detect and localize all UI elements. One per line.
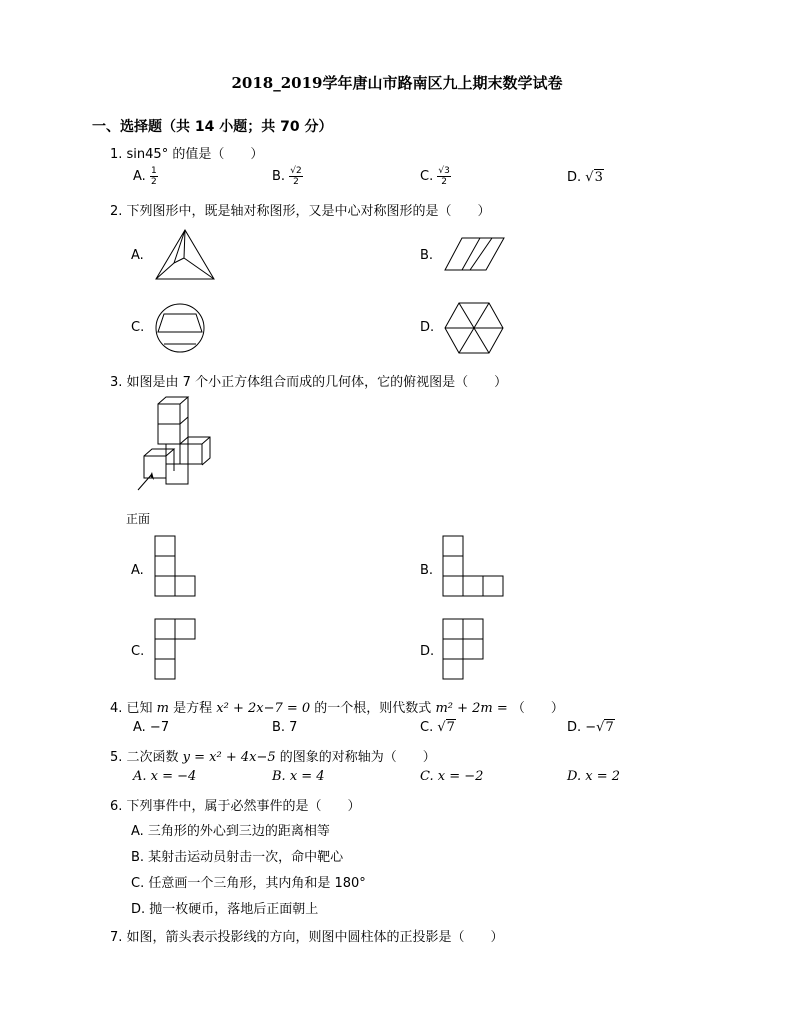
q1-a-denominator: 2 xyxy=(150,177,157,187)
q4-option-d[interactable] xyxy=(567,720,615,735)
q3-option-d-label[interactable]: D. xyxy=(420,644,435,659)
q1-option-c[interactable] xyxy=(420,166,451,187)
q4-expression: m² + 2m = xyxy=(435,701,508,716)
q1-option-c-fraction xyxy=(437,166,450,187)
q6-option-d[interactable]: D. 抛一枚硬币，落地后正面朝上 xyxy=(131,902,319,917)
q3-option-a-label[interactable]: A. xyxy=(131,563,144,578)
q3-view-d xyxy=(442,618,488,682)
q4-c-sqrt: √7 xyxy=(437,720,455,735)
q3-view-a xyxy=(154,535,198,599)
q6-option-b[interactable]: B. 某射击运动员射击一次，命中靶心 xyxy=(131,850,344,865)
q5-stem-part-2: 的图象的对称轴为（ ） xyxy=(275,750,436,765)
q4-equation: x² + 2x−7 = 0 xyxy=(216,701,311,716)
q5-option-c[interactable]: C. x = −2 xyxy=(420,769,484,784)
q1-d-radicand: 3 xyxy=(594,170,603,185)
q4-stem-part-4: （ ） xyxy=(507,701,564,716)
q1-option-b[interactable] xyxy=(272,166,303,187)
q1-option-a-fraction xyxy=(150,166,158,187)
q1-option-d-label: D. xyxy=(567,170,582,185)
q4-variable-m: m xyxy=(156,701,169,716)
q1-option-c-label: C. xyxy=(420,169,434,184)
q3-view-c xyxy=(154,618,198,682)
exam-title: 2018_2019学年唐山市路南区九上期末数学试卷 xyxy=(231,74,563,92)
q2-figure-c-circle-trapezoid xyxy=(154,302,206,354)
q1-c-denominator: 2 xyxy=(441,177,447,187)
q4-c-radicand: 7 xyxy=(446,720,455,735)
q4-stem-part-2: 是方程 xyxy=(169,701,217,716)
q4-option-d-label: D. − xyxy=(567,720,597,735)
q4-stem-part-3: 的一个根，则代数式 xyxy=(310,701,436,716)
q5-option-b[interactable]: B. x = 4 xyxy=(272,769,325,784)
q4-option-c[interactable] xyxy=(420,720,456,735)
q5-function: y = x² + 4x−5 xyxy=(182,750,276,765)
q6-option-c[interactable]: C. 任意画一个三角形，其内角和是 180° xyxy=(131,876,366,891)
q1-option-a[interactable] xyxy=(133,166,158,187)
question-4-stem xyxy=(110,697,564,716)
q2-option-c-label[interactable]: C. xyxy=(131,320,145,335)
q1-b-denominator: 2 xyxy=(293,177,299,187)
question-3-stem: 3. 如图是由 7 个小正方体组合而成的几何体，它的俯视图是（ ） xyxy=(110,375,508,390)
q2-figure-a-triangle xyxy=(154,228,216,282)
q4-option-a[interactable]: A. −7 xyxy=(133,720,170,735)
q6-option-a[interactable]: A. 三角形的外心到三边的距离相等 xyxy=(131,824,330,839)
q3-option-c-label[interactable]: C. xyxy=(131,644,145,659)
question-6-stem: 6. 下列事件中，属于必然事件的是（ ） xyxy=(110,799,361,814)
q1-c-numerator: √3 xyxy=(438,166,450,176)
q5-option-a[interactable]: A. x = −4 xyxy=(133,769,197,784)
q2-figure-d-hexagon xyxy=(444,302,504,354)
q3-front-label: 正面 xyxy=(126,512,151,526)
question-2-stem: 2. 下列图形中，既是轴对称图形，又是中心对称图形的是（ ） xyxy=(110,204,491,219)
q1-option-a-label: A. xyxy=(133,169,146,184)
q4-d-radicand: 7 xyxy=(605,720,614,735)
q1-option-d[interactable] xyxy=(567,170,604,185)
question-7-stem: 7. 如图，箭头表示投影线的方向，则图中圆柱体的正投影是（ ） xyxy=(110,930,504,945)
question-5-stem xyxy=(110,746,436,765)
q4-stem-part-1: 4. 已知 xyxy=(110,701,157,716)
q2-option-d-label[interactable]: D. xyxy=(420,320,435,335)
q1-option-b-label: B. xyxy=(272,169,286,184)
q4-option-b[interactable]: B. 7 xyxy=(272,720,298,735)
question-1-stem: 1. sin45° 的值是（ ） xyxy=(110,147,264,162)
q2-option-b-label[interactable]: B. xyxy=(420,248,434,263)
q3-solid-figure xyxy=(136,396,212,492)
q3-option-b-label[interactable]: B. xyxy=(420,563,434,578)
q2-figure-b-parallelogram xyxy=(444,236,506,272)
q5-stem-part-1: 5. 二次函数 xyxy=(110,750,183,765)
q4-option-c-label: C. xyxy=(420,720,438,735)
q2-option-a-label[interactable]: A. xyxy=(131,248,144,263)
q5-option-d[interactable]: D. x = 2 xyxy=(567,769,620,784)
q1-d-sqrt: √3 xyxy=(585,170,603,185)
q1-option-b-fraction xyxy=(289,166,302,187)
q4-d-sqrt: √7 xyxy=(596,720,614,735)
q1-a-numerator: 1 xyxy=(150,166,157,176)
q1-b-numerator: √2 xyxy=(290,166,302,176)
section-heading: 一、选择题（共 14 小题；共 70 分） xyxy=(92,119,333,135)
q3-view-b xyxy=(442,535,506,599)
